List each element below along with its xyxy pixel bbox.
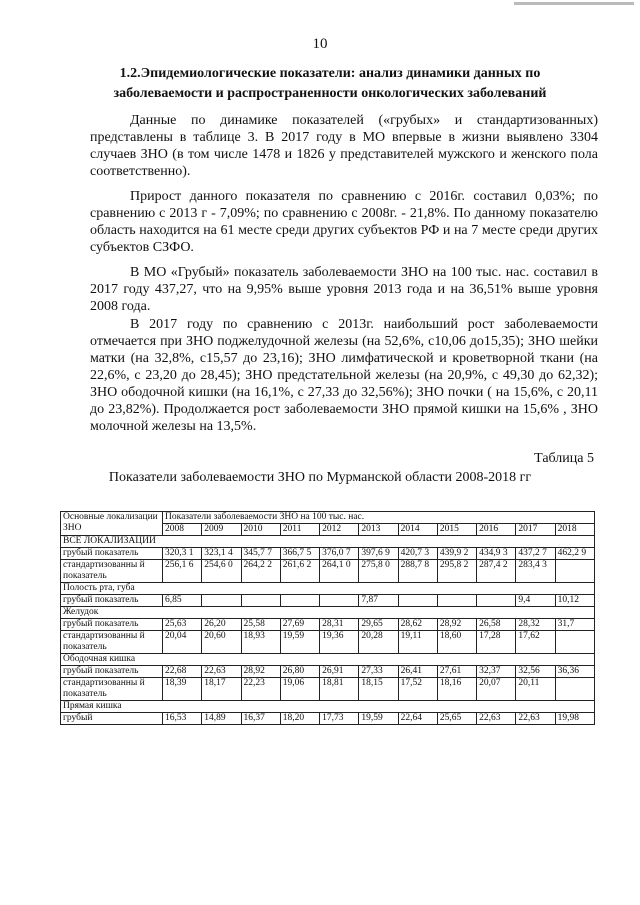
table-cell: 366,7 5 xyxy=(280,548,319,560)
row-label: грубый xyxy=(61,713,163,725)
table-cell xyxy=(202,595,241,607)
table-cell: 288,7 8 xyxy=(398,560,437,583)
table-section-row xyxy=(61,701,595,713)
table-cell: 18,39 xyxy=(163,678,202,701)
table-cell: 19,59 xyxy=(359,713,398,725)
table-row xyxy=(61,713,595,725)
table-cell: 31,7 xyxy=(555,619,594,631)
scan-edge-mark xyxy=(514,2,634,5)
table-cell: 28,92 xyxy=(241,666,280,678)
table-cell: 287,4 2 xyxy=(477,560,516,583)
table-cell: 16,53 xyxy=(163,713,202,725)
table-cell: 36,36 xyxy=(555,666,594,678)
row-label: грубый показатель xyxy=(61,548,163,560)
section-label: Ободочная кишка xyxy=(61,654,163,666)
table-cell: 20,04 xyxy=(163,631,202,654)
table-section-row xyxy=(61,536,595,548)
table-title: Показатели заболеваемости ЗНО по Мурманской области 2008-2018 гг xyxy=(108,470,532,485)
table-cell: 18,20 xyxy=(280,713,319,725)
page-number: 10 xyxy=(312,36,328,52)
row-label: стандартизованны й показатель xyxy=(61,631,163,654)
table-cell: 26,58 xyxy=(477,619,516,631)
table-row xyxy=(61,560,595,583)
table-cell: 439,9 2 xyxy=(437,548,476,560)
table-cell: 14,89 xyxy=(202,713,241,725)
table-cell: 254,6 0 xyxy=(202,560,241,583)
table-cell: 26,91 xyxy=(320,666,359,678)
table-cell xyxy=(555,678,594,701)
table-row xyxy=(61,548,595,560)
table-cell: 25,65 xyxy=(437,713,476,725)
row-label: грубый показатель xyxy=(61,595,163,607)
paragraph-2: Прирост данного показателя по сравнению с 2016г. составил 0,03%; по сравнению с 2013 г - 7,09%; по сравнению с 2008г. - 21,8%. По данному показателю область находится на 61 месте среди других субъектов РФ и на 7 месте среди других субъектов СЗФО. xyxy=(90,189,598,255)
table-cell: 275,8 0 xyxy=(359,560,398,583)
table-row xyxy=(61,678,595,701)
table-cell: 261,6 2 xyxy=(280,560,319,583)
table-cell: 283,4 3 xyxy=(516,560,555,583)
table-cell: 20,60 xyxy=(202,631,241,654)
year-header-2010: 2010 xyxy=(241,524,280,536)
table-cell xyxy=(555,631,594,654)
section-fill xyxy=(163,607,595,619)
table-cell: 256,1 6 xyxy=(163,560,202,583)
table-cell: 17,28 xyxy=(477,631,516,654)
section-label: Полость рта, губа xyxy=(61,583,163,595)
year-header-2013: 2013 xyxy=(359,524,398,536)
section-fill xyxy=(163,701,595,713)
table-cell: 323,1 4 xyxy=(202,548,241,560)
table-cell: 9,4 xyxy=(516,595,555,607)
section-fill xyxy=(163,583,595,595)
table-cell xyxy=(241,595,280,607)
paragraph-4: В 2017 году по сравнению с 2013г. наибольший рост заболеваемости отмечается при ЗНО поджелудочной железы (на 52,6%, с10,06 до15,35); ЗНО шейки матки (на 32,8%, с15,57 до 23,16); ЗНО лимфатической и кроветворной ткани (на 22,6%, с 23,20 до 28,45); ЗНО предстательной железы (на 20,9%, с 49,30 до 62,32); ЗНО ободочной кишки (на 16,1%, с 27,33 до 32,56%); ЗНО почки ( на 15,6%, с 20,11 до 23,82%). Продолжается рост заболеваемости ЗНО прямой кишки на 15,6% , ЗНО молочной железы на 13,5%. xyxy=(90,317,598,434)
table-cell xyxy=(437,595,476,607)
table-cell: 17,52 xyxy=(398,678,437,701)
table-cell: 27,69 xyxy=(280,619,319,631)
table-cell: 345,7 7 xyxy=(241,548,280,560)
year-header-2015: 2015 xyxy=(437,524,476,536)
table-cell: 397,6 9 xyxy=(359,548,398,560)
table-cell: 434,9 3 xyxy=(477,548,516,560)
table-cell: 18,60 xyxy=(437,631,476,654)
year-header-2017: 2017 xyxy=(516,524,555,536)
corner-header: Основные локализации ЗНО xyxy=(61,512,163,536)
table-cell: 28,92 xyxy=(437,619,476,631)
table-cell: 22,63 xyxy=(516,713,555,725)
table-cell: 28,62 xyxy=(398,619,437,631)
section-fill xyxy=(163,536,595,548)
table-cell: 32,56 xyxy=(516,666,555,678)
table-cell: 17,73 xyxy=(320,713,359,725)
paragraph-1: Данные по динамике показателей («грубых» и стандартизованных) представлены в таблице 3. В 2017 году в МО впервые в жизни выявлено 3304 случаев ЗНО (в том числе 1478 и 1826 у представителей мужского и женского пола соответственно). xyxy=(90,113,598,179)
table-section-row xyxy=(61,607,595,619)
table-cell: 26,20 xyxy=(202,619,241,631)
year-header-2008: 2008 xyxy=(163,524,202,536)
table-cell xyxy=(320,595,359,607)
table-cell: 26,80 xyxy=(280,666,319,678)
table-cell: 29,65 xyxy=(359,619,398,631)
table-section-row xyxy=(61,654,595,666)
section-fill xyxy=(163,654,595,666)
table-cell: 20,07 xyxy=(477,678,516,701)
table-cell: 22,63 xyxy=(477,713,516,725)
table-cell: 22,23 xyxy=(241,678,280,701)
table-row xyxy=(61,619,595,631)
row-label: грубый показатель xyxy=(61,619,163,631)
table-cell: 437,2 7 xyxy=(516,548,555,560)
table-cell: 19,36 xyxy=(320,631,359,654)
table-cell: 264,1 0 xyxy=(320,560,359,583)
section-label: Желудок xyxy=(61,607,163,619)
table-cell: 6,85 xyxy=(163,595,202,607)
table-cell: 27,33 xyxy=(359,666,398,678)
section-heading: 1.2.Эпидемиологические показатели: анализ динамики данных по заболеваемости и распространенности онкологических заболеваний xyxy=(113,66,547,101)
paragraph-3: В МО «Грубый» показатель заболеваемости ЗНО на 100 тыс. нас. составил в 2017 году 437,27, что на 9,95% выше уровня 2013 года и на 36,51% выше уровня 2008 года. xyxy=(90,265,598,314)
table-cell: 27,61 xyxy=(437,666,476,678)
year-header-2016: 2016 xyxy=(477,524,516,536)
table-cell: 462,2 9 xyxy=(555,548,594,560)
table-cell: 18,15 xyxy=(359,678,398,701)
table-cell: 19,98 xyxy=(555,713,594,725)
table-row xyxy=(61,666,595,678)
table-label: Таблица 5 xyxy=(534,451,594,466)
table-cell: 19,11 xyxy=(398,631,437,654)
table-cell: 22,64 xyxy=(398,713,437,725)
table-cell: 22,63 xyxy=(202,666,241,678)
year-header-2014: 2014 xyxy=(398,524,437,536)
table-cell: 20,28 xyxy=(359,631,398,654)
table-cell xyxy=(477,595,516,607)
table-section-row xyxy=(61,583,595,595)
table-row xyxy=(61,631,595,654)
table-cell: 32,37 xyxy=(477,666,516,678)
table-cell: 28,32 xyxy=(516,619,555,631)
table-cell: 18,81 xyxy=(320,678,359,701)
table-cell: 18,17 xyxy=(202,678,241,701)
table-cell: 19,59 xyxy=(280,631,319,654)
table-cell: 16,37 xyxy=(241,713,280,725)
table-row xyxy=(61,595,595,607)
table-cell: 320,3 1 xyxy=(163,548,202,560)
section-label: ВСЕ ЛОКАЛИЗАЦИИ xyxy=(61,536,163,548)
table-cell: 376,0 7 xyxy=(320,548,359,560)
table-cell: 7,87 xyxy=(359,595,398,607)
table-cell: 28,31 xyxy=(320,619,359,631)
table-cell: 25,63 xyxy=(163,619,202,631)
row-label: грубый показатель xyxy=(61,666,163,678)
row-label: стандартизованны й показатель xyxy=(61,678,163,701)
table-cell: 26,41 xyxy=(398,666,437,678)
table-cell xyxy=(398,595,437,607)
table-cell: 22,68 xyxy=(163,666,202,678)
row-label: стандартизованны й показатель xyxy=(61,560,163,583)
table-cell: 18,93 xyxy=(241,631,280,654)
table-header-row xyxy=(61,512,595,524)
table-cell: 10,12 xyxy=(555,595,594,607)
table-cell xyxy=(280,595,319,607)
table-cell: 420,7 3 xyxy=(398,548,437,560)
year-header-2011: 2011 xyxy=(280,524,319,536)
table-cell: 25,58 xyxy=(241,619,280,631)
table-cell xyxy=(555,560,594,583)
incidence-table xyxy=(60,511,595,725)
table-cell: 20,11 xyxy=(516,678,555,701)
year-header-2018: 2018 xyxy=(555,524,594,536)
group-header: Показатели заболеваемости ЗНО на 100 тыс. нас. xyxy=(163,512,595,524)
table-cell: 295,8 2 xyxy=(437,560,476,583)
table-cell: 18,16 xyxy=(437,678,476,701)
table-cell: 264,2 2 xyxy=(241,560,280,583)
year-header-2012: 2012 xyxy=(320,524,359,536)
year-header-2009: 2009 xyxy=(202,524,241,536)
table-cell: 17,62 xyxy=(516,631,555,654)
section-label: Прямая кишка xyxy=(61,701,163,713)
table-cell: 19,06 xyxy=(280,678,319,701)
